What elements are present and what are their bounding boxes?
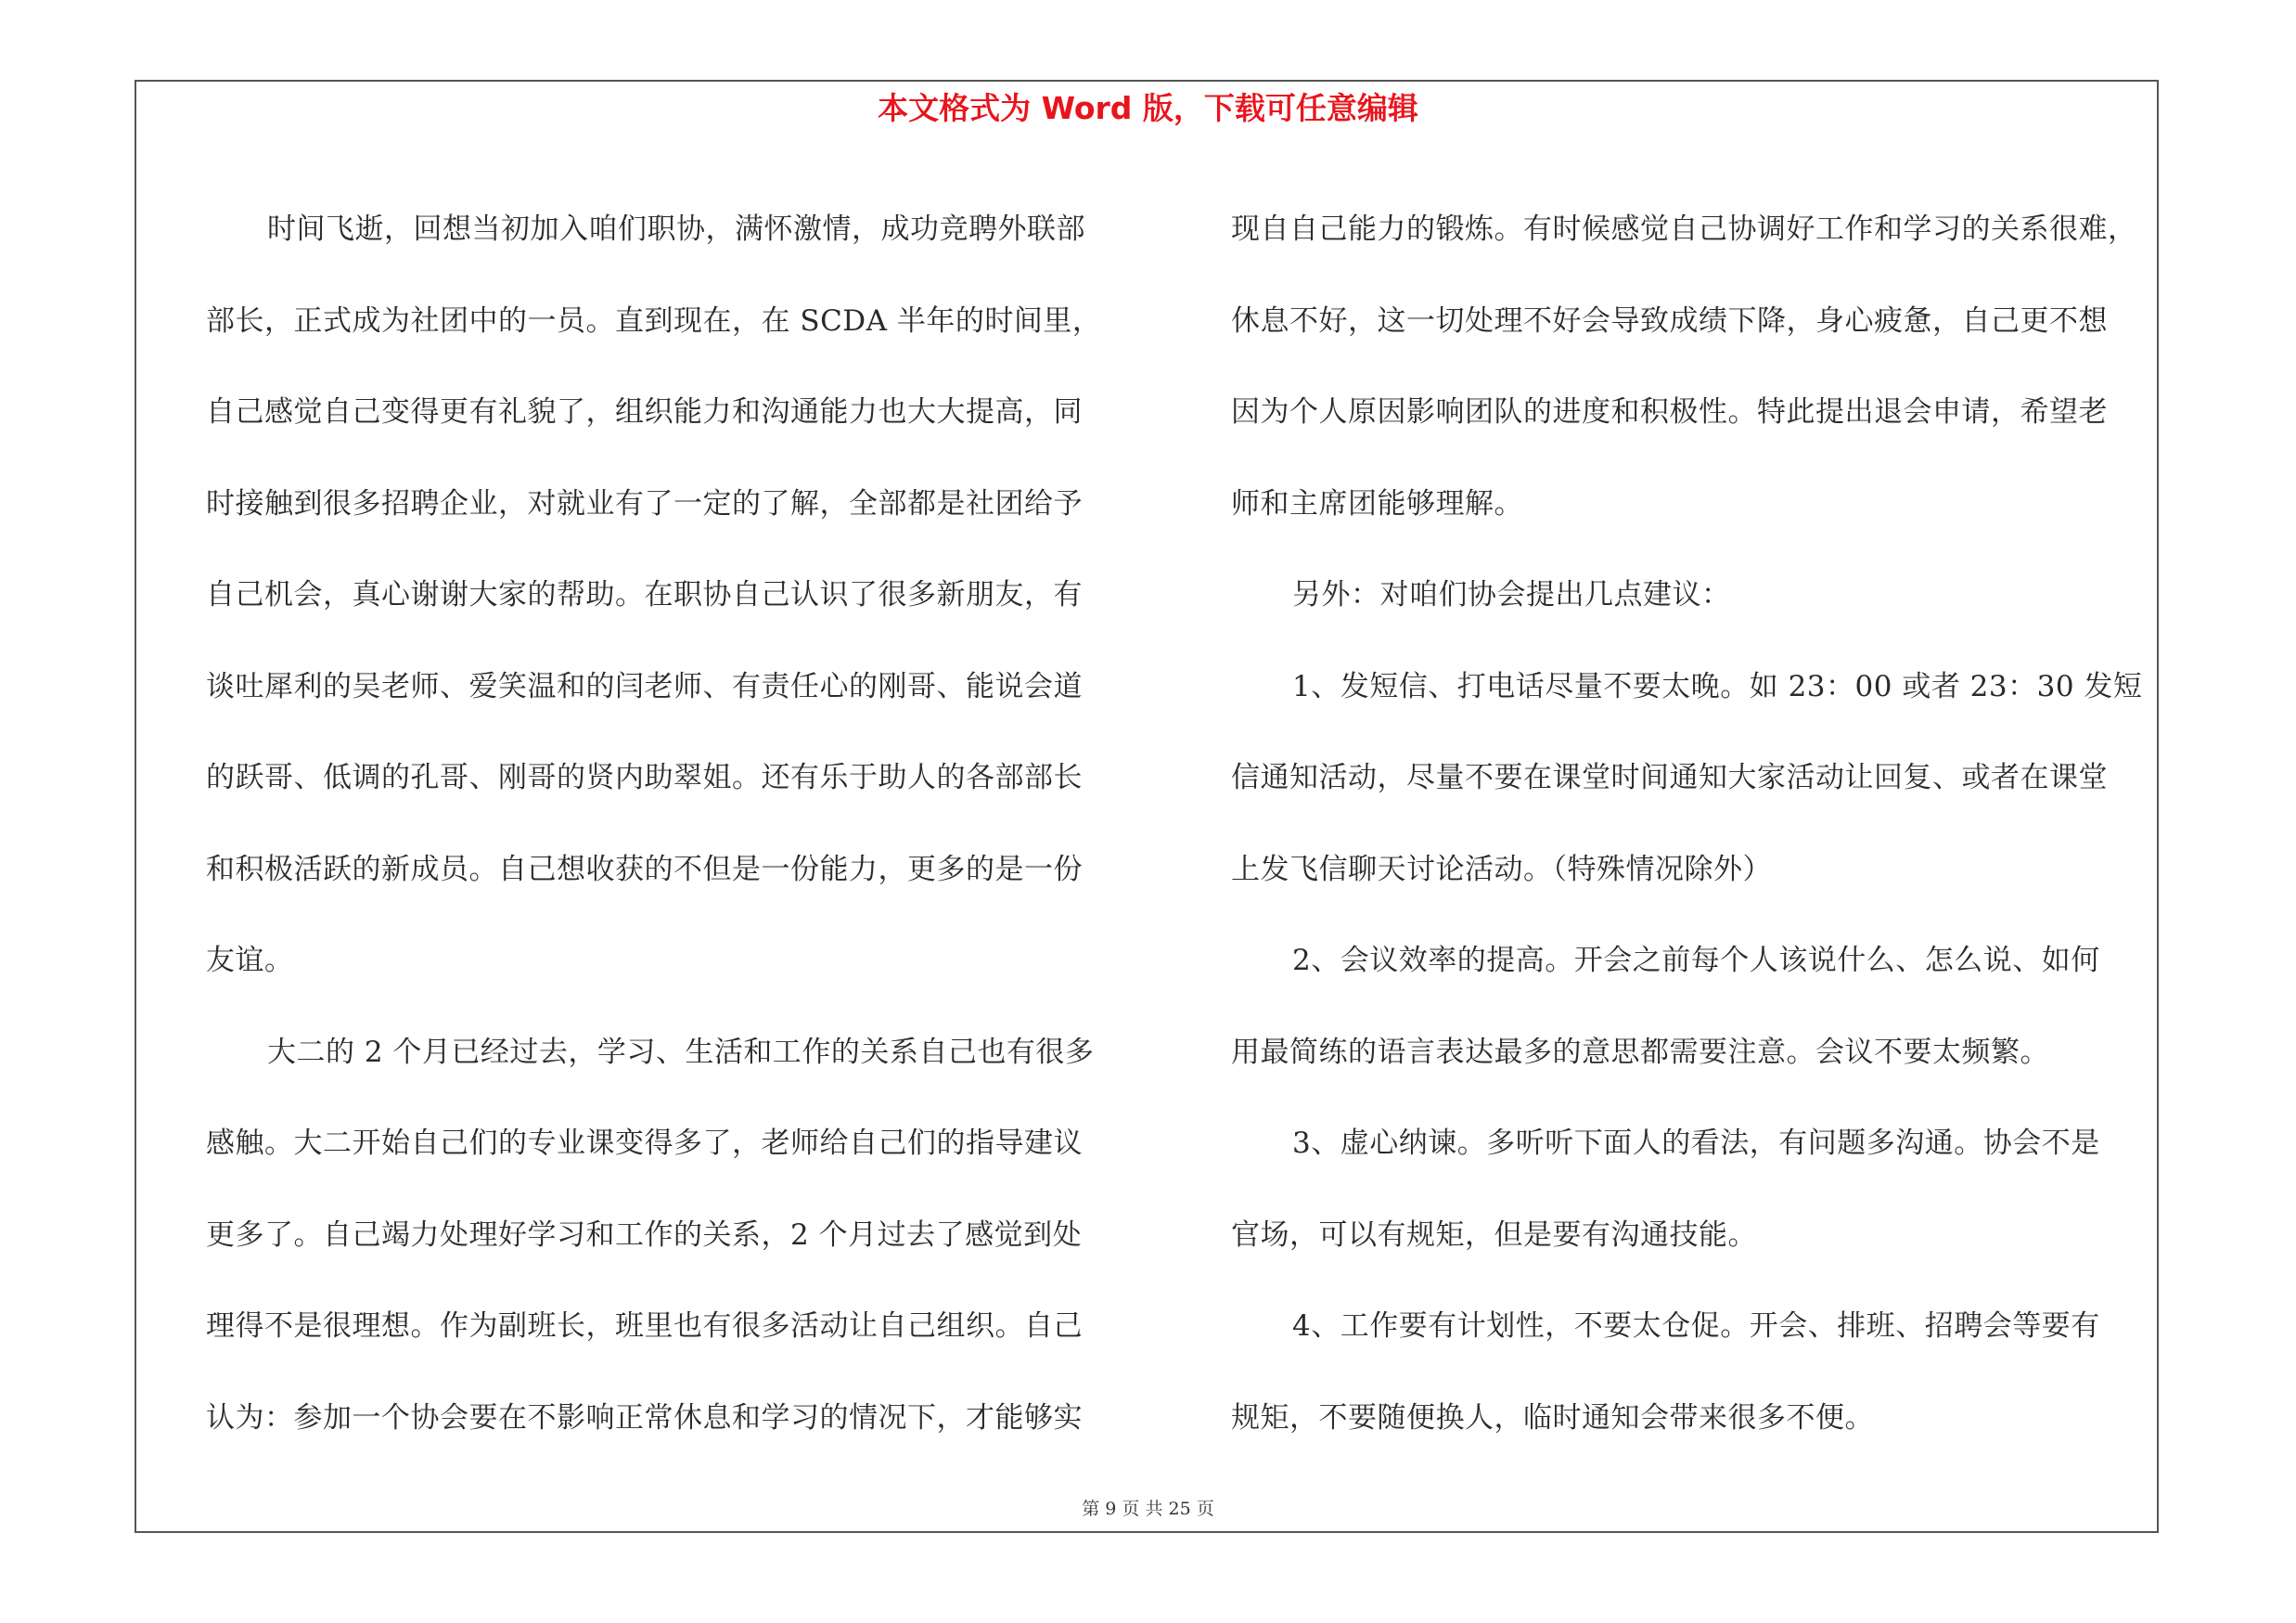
text-line: 2、会议效率的提高。开会之前每个人该说什么、怎么说、如何	[1292, 944, 2100, 977]
text-line: 信通知活动，尽量不要在课堂时间通知大家活动让回复、或者在课堂	[1231, 761, 2108, 794]
text-line: 休息不好，这一切处理不好会导致成绩下降，身心疲惫，自己更不想	[1231, 303, 2108, 338]
text-line: 大二的 2 个月已经过去，学习、生活和工作的关系自己也有很多	[267, 1035, 1095, 1069]
text-line: 时接触到很多招聘企业，对就业有了一定的了解，全部都是社团给予	[206, 486, 1083, 521]
text-line: 3、虚心纳谏。多听听下面人的看法，有问题多沟通。协会不是	[1292, 1127, 2100, 1160]
text-line: 和积极活跃的新成员。自己想收获的不但是一份能力，更多的是一份	[206, 852, 1083, 886]
text-line: 用最简练的语言表达最多的意思都需要注意。会议不要太频繁。	[1231, 1035, 2049, 1069]
right-text-column	[1231, 184, 2159, 1463]
left-text-column	[206, 184, 1134, 1463]
text-line: 另外：对咱们协会提出几点建议：	[1292, 578, 1731, 612]
text-line: 谈吐犀利的吴老师、爱笑温和的闫老师、有责任心的刚哥、能说会道	[206, 669, 1083, 703]
text-line: 官场，可以有规矩，但是要有沟通技能。	[1231, 1217, 1757, 1252]
text-line: 师和主席团能够理解。	[1231, 486, 1523, 521]
text-line: 友谊。	[206, 944, 294, 977]
text-line: 上发飞信聊天讨论活动。（特殊情况除外）	[1231, 852, 1772, 886]
page-number-footer: 第 9 页 共 25 页	[1082, 1499, 1214, 1519]
text-line: 因为个人原因影响团队的进度和积极性。特此提出退会申请，希望老	[1231, 395, 2108, 429]
text-line: 自己机会，真心谢谢大家的帮助。在职协自己认识了很多新朋友，有	[206, 578, 1083, 612]
text-line: 1、发短信、打电话尽量不要太晚。如 23：00 或者 23：30 发短	[1292, 669, 2143, 703]
text-line: 自己感觉自己变得更有礼貌了，组织能力和沟通能力也大大提高，同	[206, 395, 1083, 429]
text-line: 认为：参加一个协会要在不影响正常休息和学习的情况下，才能够实	[206, 1400, 1083, 1435]
text-line: 理得不是很理想。作为副班长，班里也有很多活动让自己组织。自己	[206, 1309, 1083, 1343]
text-line: 感触。大二开始自己们的专业课变得多了，老师给自己们的指导建议	[206, 1127, 1083, 1160]
text-line: 部长，正式成为社团中的一员。直到现在，在 SCDA 半年的时间里，	[206, 303, 1102, 338]
format-banner: 本文格式为 Word 版，下载可任意编辑	[878, 90, 1418, 126]
text-line: 规矩，不要随便换人，临时通知会带来很多不便。	[1231, 1400, 1874, 1435]
text-line: 4、工作要有计划性，不要太仓促。开会、排班、招聘会等要有	[1292, 1309, 2100, 1343]
text-line: 现自自己能力的锻炼。有时候感觉自己协调好工作和学习的关系很难，	[1231, 213, 2137, 246]
text-line: 更多了。自己竭力处理好学习和工作的关系，2 个月过去了感觉到处	[206, 1217, 1083, 1252]
text-line: 的跃哥、低调的孔哥、刚哥的贤内助翠姐。还有乐于助人的各部部长	[206, 761, 1083, 794]
text-line: 时间飞逝，回想当初加入咱们职协，满怀激情，成功竞聘外联部	[267, 213, 1085, 246]
